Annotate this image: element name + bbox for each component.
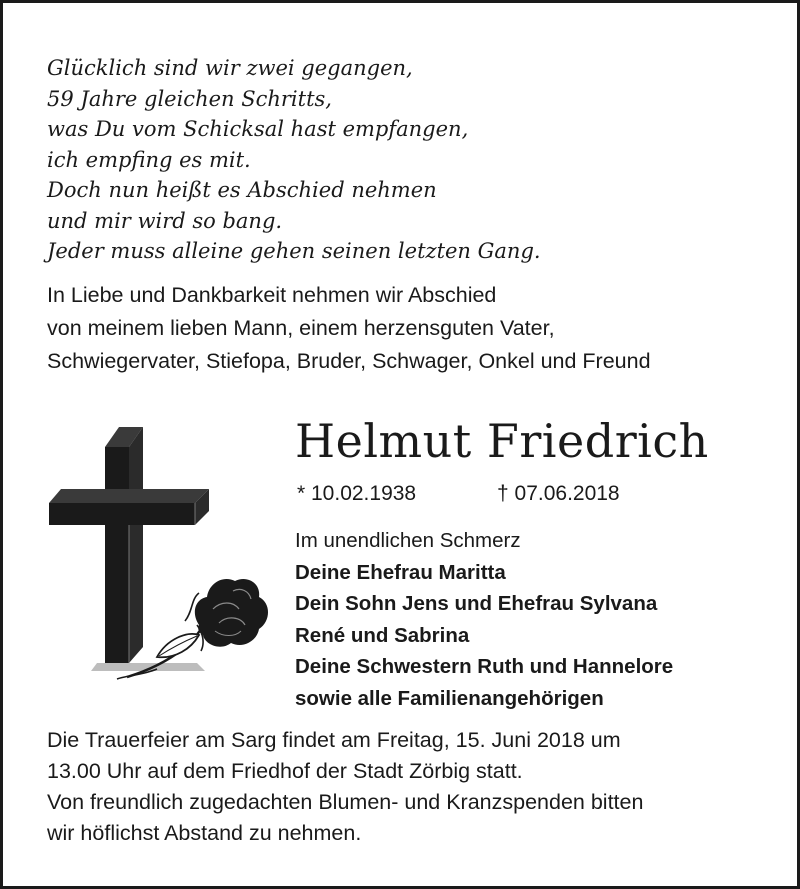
funeral-announcement [47, 725, 643, 849]
farewell-intro [47, 279, 651, 378]
poem-line: Doch nun heißt es Abschied nehmen [47, 178, 437, 202]
poem-line: ich empfing es mit. [47, 147, 251, 172]
intro-line: Schwiegervater, Stiefopa, Bruder, Schwager, Onkel und Freund [47, 349, 651, 373]
mourner-line: Deine Ehefrau Maritta [295, 560, 506, 584]
mourner-line: René und Sabrina [295, 623, 470, 647]
closing-line: Die Trauerfeier am Sarg findet am Freitag, 15. Juni 2018 um [47, 728, 621, 752]
deceased-name: Helmut Friedrich [295, 414, 709, 468]
mourner-line: Dein Sohn Jens und Ehefrau Sylvana [295, 592, 658, 615]
closing-line: wir höflichst Abstand zu nehmen. [47, 821, 362, 845]
mourners-list [295, 525, 673, 714]
mourners-intro: Im unendlichen Schmerz [295, 529, 521, 552]
poem-line: 59 Jahre gleichen Schritts, [47, 86, 332, 111]
intro-line: In Liebe und Dankbarkeit nehmen wir Abschied [47, 283, 497, 307]
birth-date: * 10.02.1938 [297, 482, 417, 505]
death-date: † 07.06.2018 [497, 482, 620, 505]
closing-line: 13.00 Uhr auf dem Friedhof der Stadt Zörbig statt. [47, 759, 523, 783]
poem-line: was Du vom Schicksal hast empfangen, [47, 117, 469, 141]
cross-with-rose-illustration [47, 425, 287, 695]
mourner-line: sowie alle Familienangehörigen [295, 686, 604, 710]
poem [47, 53, 541, 267]
mourner-line: Deine Schwestern Ruth und Hannelore [295, 655, 674, 678]
closing-line: Von freundlich zugedachten Blumen- und Kranzspenden bitten [47, 790, 644, 814]
intro-line: von meinem lieben Mann, einem herzensguten Vater, [47, 316, 555, 340]
poem-line: Glücklich sind wir zwei gegangen, [47, 56, 413, 80]
poem-line: Jeder muss alleine gehen seinen letzten Gang. [47, 239, 541, 263]
poem-line: und mir wird so bang. [47, 208, 283, 233]
